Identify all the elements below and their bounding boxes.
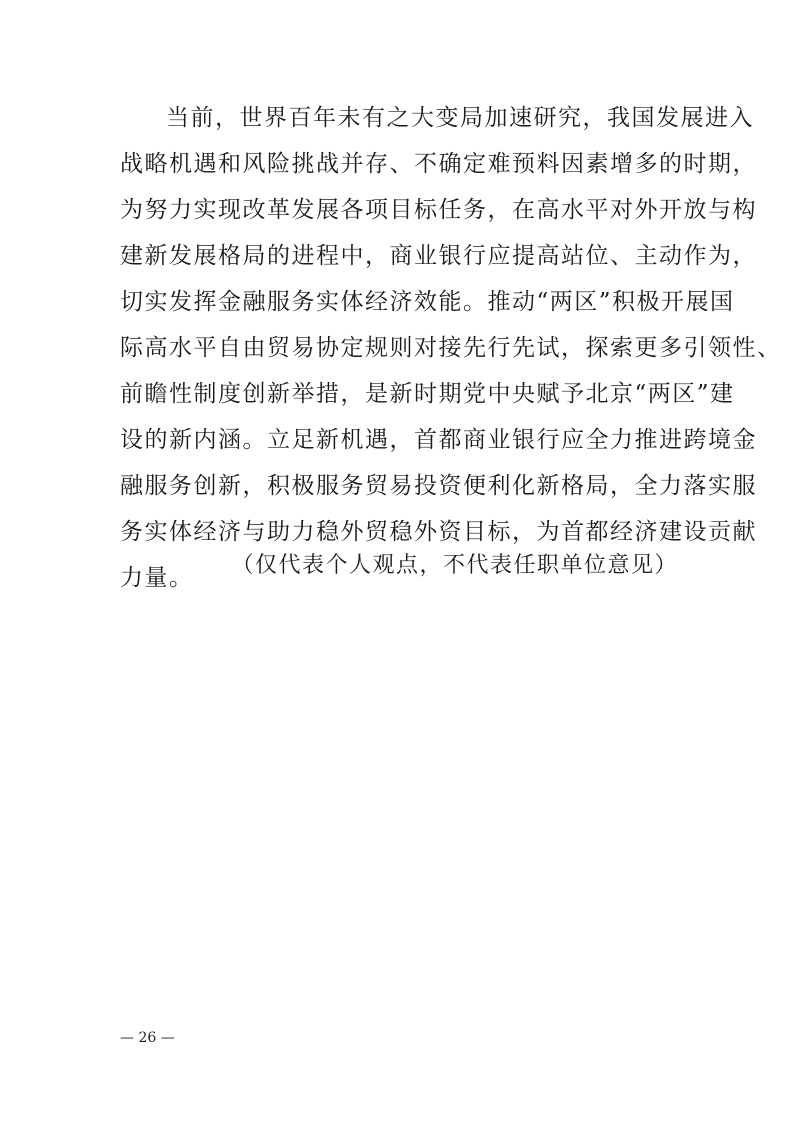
paragraph-line: 建新发展格局的进程中，商业银行应提高站位、主动作为， [120,243,757,269]
paragraph-line: 设的新内涵。立足新机遇，首都商业银行应全力推进跨境金 [120,427,757,453]
paragraph-line: 前瞻性制度创新举措，是新时期党中央赋予北京“两区”建 [120,381,735,407]
paragraph-line: 切实发挥金融服务实体经济效能。推动“两区”积极开展国 [120,289,735,315]
paragraph-line: 际高水平自由贸易协定规则对接先行先试，探索更多引领性、 [120,335,782,361]
body-paragraph [120,95,782,601]
paragraph-line: 当前，世界百年未有之大变局加速研究，我国发展进入 [166,105,754,131]
disclaimer-note: （仅代表个人观点，不代表任职单位意见） [231,553,678,578]
paragraph-line: 为努力实现改革发展各项目标任务，在高水平对外开放与构 [120,197,757,223]
paragraph-line: 务实体经济与助力稳外贸稳外资目标，为首都经济建设贡献 [120,519,757,545]
paragraph-line: 战略机遇和风险挑战并存、不确定难预料因素增多的时期， [120,151,757,177]
paragraph-line: 力量。 [120,565,194,591]
page-number: — 26 — [120,1030,175,1046]
paragraph-line: 融服务创新，积极服务贸易投资便利化新格局，全力落实服 [120,473,757,499]
